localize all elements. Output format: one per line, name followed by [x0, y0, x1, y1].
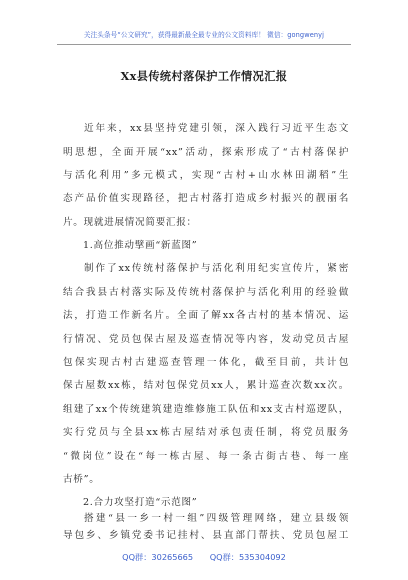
paragraph-line: 组建了xx个传统建筑建造维修施工队伍和xx支古村巡逻队， [63, 404, 349, 415]
paragraph-line: 态产品价值实现路径，把古村落打造成乡村振兴的靓丽名 [63, 193, 349, 204]
paragraph-line: 搭建“县一乡一村一组”四级管理网络，建立县级领 [84, 513, 349, 524]
paragraph-line: 包保实现古村古建巡查管理一体化，截至目前，共计包 [63, 357, 349, 368]
header-divider [57, 44, 351, 45]
paragraph-line: 近年来，xx县坚持党建引领，深入践行习近平生态文 [84, 123, 349, 134]
paragraph-line: 片。现就进展情况简要汇报： [63, 217, 197, 228]
paragraph-line: 行情况、党员包保古屋及巡查情况等内容，发动党员古屋 [63, 334, 349, 345]
paragraph-line: 明思想，全面开展“xx”活动，探索形成了“古村落保护 [63, 147, 349, 158]
document-title: Xx县传统村落保护工作情况汇报 [120, 69, 288, 83]
paragraph-line: 古桥”。 [63, 474, 100, 485]
paragraph-line: “微岗位”设在“每一栋古屋、每一条古街古巷、每一座 [63, 451, 349, 462]
paragraph-line: 结合我县古村落实际及传统村落保护与活化利用的经验做 [63, 287, 349, 298]
footer-contact: QQ群：30265665 QQ群：535304092 [122, 552, 286, 562]
paragraph-line: 实行党员与全县xx栋古屋结对承包责任制，将党员服务 [63, 427, 349, 438]
paragraph-line: 制作了xx传统村落保护与活化利用纪实宣传片，紧密 [84, 263, 349, 274]
paragraph-line: 与活化利用”多元模式，实现“古村+山水林田湖稻”生 [63, 170, 349, 181]
header-banner: 关注头条号“公文研究”，获得最新最全最专业的公文资料库！ 微信：gongwenyj [83, 31, 325, 39]
paragraph-line: 法，打造工作新名片。全面了解xx各古村的基本情况、运 [63, 310, 349, 321]
paragraph-line: 保古屋数xx栋，结对包保党员xx人，累计巡查次数xx次。 [63, 380, 349, 391]
paragraph-line: 导包乡、乡镇党委书记挂村、县直部门帮扶、党员包屋工 [63, 530, 349, 541]
section-heading: 2.合力攻坚打造“示范图” [83, 497, 198, 508]
section-heading: 1.高位推动擘画“新蓝图” [83, 240, 198, 251]
